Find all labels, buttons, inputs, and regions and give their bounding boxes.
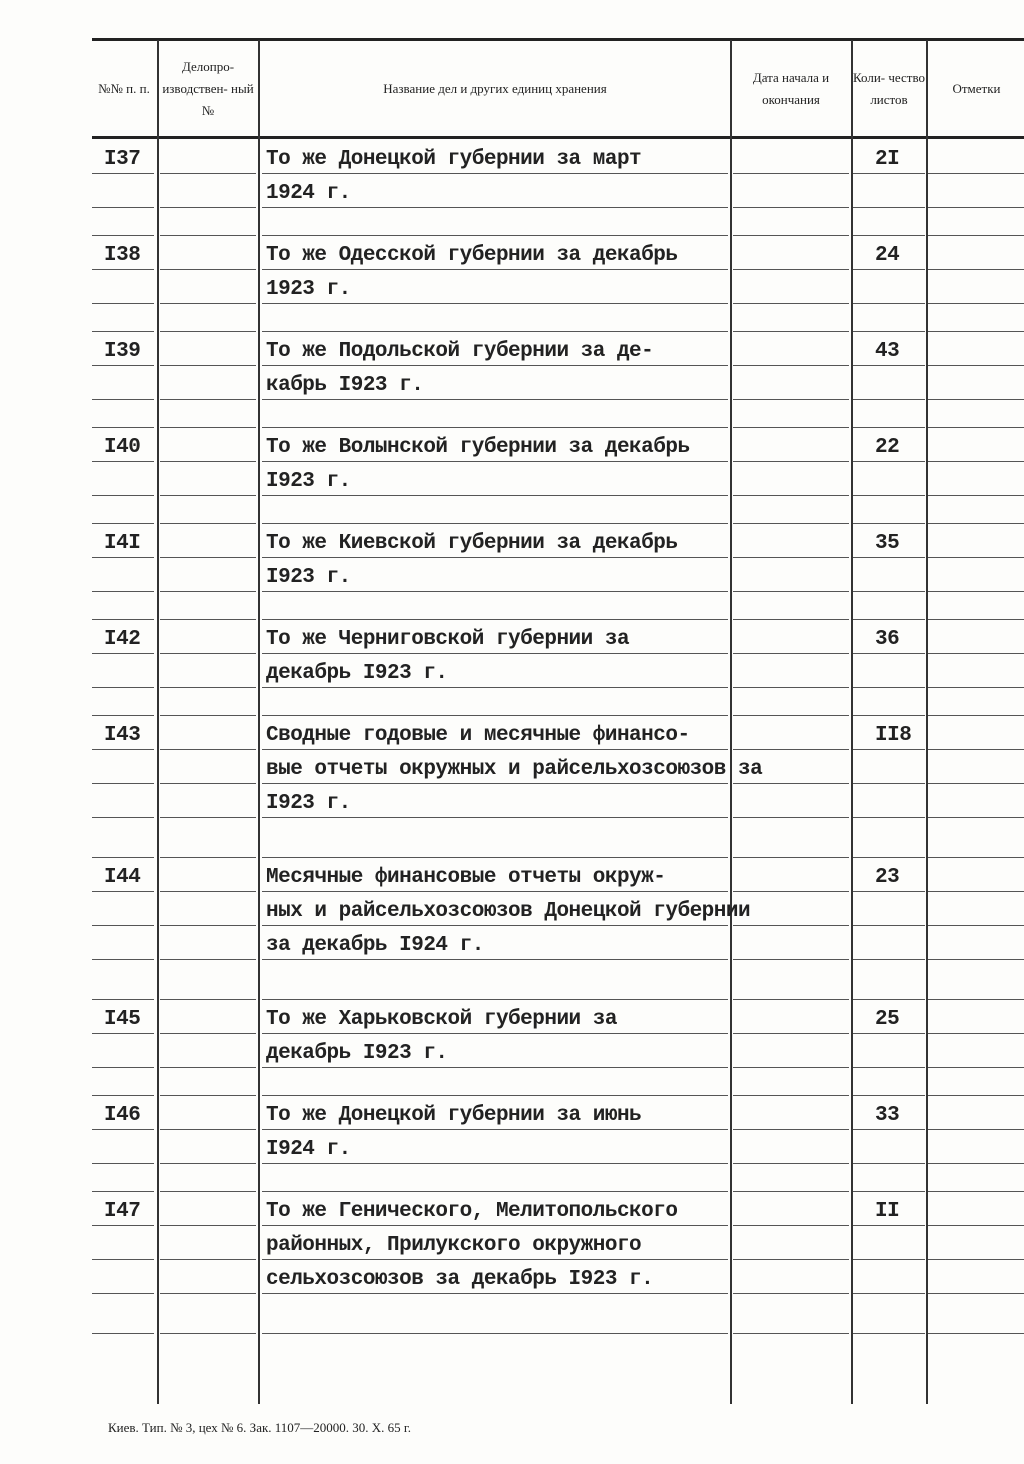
table-cell	[853, 236, 925, 270]
table-cell	[853, 174, 925, 208]
entry-title-line: То же Киевской губернии за декабрь	[266, 532, 678, 555]
table-cell	[928, 960, 1024, 1000]
table-row	[92, 140, 1024, 236]
table-cell	[262, 1192, 728, 1226]
printer-imprint: Киев. Тип. № 3, цех № 6. Зак. 1107—20000. 30. X. 65 г.	[108, 1420, 412, 1435]
table-cell	[853, 750, 925, 784]
table-cell	[160, 140, 256, 174]
entry-title-line: То же Харьковской губернии за	[266, 1008, 617, 1031]
table-cell	[92, 1130, 154, 1164]
table-cell	[92, 716, 154, 750]
table-cell	[160, 818, 256, 858]
table-cell	[853, 960, 925, 1000]
table-cell	[733, 1068, 849, 1096]
sheet-count: 36	[875, 628, 900, 651]
table-cell	[92, 366, 154, 400]
table-cell	[92, 592, 154, 620]
table-cell	[733, 620, 849, 654]
sheet-count: 35	[875, 532, 900, 555]
table-cell	[92, 1164, 154, 1192]
table-cell	[733, 1294, 849, 1334]
entry-title-line: декабрь I923 г.	[266, 662, 448, 685]
table-cell	[262, 750, 763, 784]
table-cell	[733, 716, 849, 750]
table-cell	[92, 926, 154, 960]
entry-title-line: То же Донецкой губернии за март	[266, 148, 642, 171]
table-cell	[733, 818, 849, 858]
table-cell	[928, 1294, 1024, 1334]
entry-title-line: I924 г.	[266, 1138, 351, 1161]
table-cell	[853, 1068, 925, 1096]
table-cell	[928, 592, 1024, 620]
table-cell	[733, 892, 849, 926]
table-cell	[160, 462, 256, 496]
table-cell	[262, 1096, 728, 1130]
table-cell	[262, 524, 728, 558]
entry-number: I43	[104, 724, 141, 747]
table-cell	[262, 270, 728, 304]
table-cell	[853, 1260, 925, 1294]
table-cell	[160, 858, 256, 892]
table-cell	[262, 174, 728, 208]
table-cell	[928, 236, 1024, 270]
table-cell	[928, 400, 1024, 428]
table-cell	[160, 750, 256, 784]
table-cell	[92, 236, 154, 270]
table-cell	[853, 428, 925, 462]
table-cell	[733, 1096, 849, 1130]
table-cell	[160, 332, 256, 366]
table-cell	[733, 1000, 849, 1034]
table-cell	[262, 428, 728, 462]
table-cell	[262, 496, 728, 524]
table-cell	[160, 270, 256, 304]
entry-number: I4I	[104, 532, 141, 555]
table-cell	[92, 818, 154, 858]
entry-title-line: Месячные финансовые отчеты окруж-	[266, 866, 666, 889]
table-cell	[853, 688, 925, 716]
table-cell	[928, 892, 1024, 926]
table-cell	[262, 688, 728, 716]
entry-title-line: То же Одесской губернии за декабрь	[266, 244, 678, 267]
ruled-line	[733, 1333, 849, 1334]
entry-title-line: декабрь I923 г.	[266, 1042, 448, 1065]
table-cell	[853, 270, 925, 304]
table-cell	[92, 304, 154, 332]
ruled-line	[928, 1333, 1024, 1334]
table-cell	[160, 208, 256, 236]
table-cell	[928, 750, 1024, 784]
ruled-line	[160, 1333, 256, 1334]
entry-title-line: кабрь I923 г.	[266, 374, 424, 397]
table-cell	[262, 858, 728, 892]
table-cell	[92, 1260, 154, 1294]
table-cell	[853, 208, 925, 236]
table-cell	[853, 462, 925, 496]
table-cell	[853, 304, 925, 332]
table-cell	[160, 1294, 256, 1334]
table-cell	[92, 1192, 154, 1226]
table-cell	[853, 332, 925, 366]
table-cell	[262, 462, 728, 496]
table-cell	[160, 524, 256, 558]
table-cell	[160, 1192, 256, 1226]
sheet-count: 33	[875, 1104, 900, 1127]
entry-title-line: сельхозсоюзов за декабрь I923 г.	[266, 1268, 654, 1291]
table-cell	[853, 1034, 925, 1068]
entry-title-line: вые отчеты окружных и райсельхозсоюзов за	[266, 758, 763, 781]
table-cell	[262, 1226, 728, 1260]
table-cell	[92, 174, 154, 208]
table-cell	[160, 428, 256, 462]
table-cell	[92, 208, 154, 236]
table-cell	[92, 270, 154, 304]
sheet-count: II	[875, 1200, 900, 1223]
table-cell	[928, 784, 1024, 818]
table-cell	[262, 716, 728, 750]
table-cell	[160, 236, 256, 270]
table-cell	[733, 654, 849, 688]
table-cell	[853, 858, 925, 892]
table-cell	[160, 1260, 256, 1294]
entry-title-line: I923 г.	[266, 792, 351, 815]
table-row	[92, 1000, 1024, 1096]
table-cell	[160, 1226, 256, 1260]
ruled-line	[92, 1333, 154, 1334]
entry-title-line: 1924 г.	[266, 182, 351, 205]
table-row	[92, 620, 1024, 716]
table-cell	[733, 1164, 849, 1192]
entry-number: I44	[104, 866, 141, 889]
table-cell	[928, 366, 1024, 400]
table-cell	[262, 1034, 728, 1068]
table-cell	[733, 304, 849, 332]
table-cell	[733, 1260, 849, 1294]
table-cell	[928, 688, 1024, 716]
entry-title-line: То же Волынской губернии за декабрь	[266, 436, 690, 459]
table-cell	[92, 140, 154, 174]
entry-title-line: То же Донецкой губернии за июнь	[266, 1104, 642, 1127]
table-cell	[92, 558, 154, 592]
table-cell	[92, 858, 154, 892]
table-cell	[262, 558, 728, 592]
entry-title-line: за декабрь I924 г.	[266, 934, 484, 957]
table-cell	[92, 1034, 154, 1068]
table-cell	[853, 1130, 925, 1164]
table-cell	[92, 496, 154, 524]
table-cell	[160, 784, 256, 818]
table-cell	[92, 1226, 154, 1260]
entry-title-line: 1923 г.	[266, 278, 351, 301]
table-cell	[160, 592, 256, 620]
table-cell	[262, 784, 728, 818]
table-cell	[853, 1164, 925, 1192]
table-cell	[262, 1294, 728, 1334]
table-cell	[733, 592, 849, 620]
table-cell	[733, 236, 849, 270]
table-cell	[92, 654, 154, 688]
entry-number: I42	[104, 628, 141, 651]
table-cell	[928, 140, 1024, 174]
table-cell	[928, 332, 1024, 366]
table-cell	[733, 750, 849, 784]
table-cell	[262, 926, 728, 960]
table-cell	[733, 462, 849, 496]
table-row	[92, 236, 1024, 332]
table-cell	[733, 688, 849, 716]
header-dates: Дата начала и окончания	[752, 70, 830, 107]
table-row	[92, 332, 1024, 428]
table-cell	[733, 208, 849, 236]
entry-number: I45	[104, 1008, 141, 1031]
table-cell	[928, 858, 1024, 892]
table-cell	[92, 524, 154, 558]
table-cell	[853, 400, 925, 428]
table-cell	[92, 400, 154, 428]
header-office-num: Делопро- изводствен- ный №	[162, 59, 254, 118]
table-cell	[733, 1226, 849, 1260]
sheet-count: 22	[875, 436, 900, 459]
table-cell	[262, 366, 728, 400]
table-row	[92, 428, 1024, 524]
table-cell	[928, 1192, 1024, 1226]
sheet-count: 24	[875, 244, 900, 267]
table-cell	[160, 496, 256, 524]
table-cell	[853, 784, 925, 818]
table-cell	[160, 688, 256, 716]
table-cell	[733, 366, 849, 400]
table-cell	[92, 428, 154, 462]
table-cell	[160, 174, 256, 208]
table-cell	[92, 892, 154, 926]
table-cell	[928, 428, 1024, 462]
table-cell	[853, 1294, 925, 1334]
entry-number: I38	[104, 244, 141, 267]
table-cell	[928, 654, 1024, 688]
table-row	[92, 1192, 1024, 1334]
table-cell	[92, 462, 154, 496]
entry-title-line: То же Подольской губернии за де-	[266, 340, 654, 363]
table-cell	[928, 208, 1024, 236]
table-cell	[853, 592, 925, 620]
entry-title-line: То же Черниговской губернии за	[266, 628, 630, 651]
table-cell	[262, 236, 728, 270]
table-cell	[262, 140, 728, 174]
table-cell	[853, 1226, 925, 1260]
entry-number: I39	[104, 340, 141, 363]
table-row	[92, 858, 1024, 1000]
table-cell	[928, 1096, 1024, 1130]
table-cell	[853, 524, 925, 558]
entry-title-line: I923 г.	[266, 470, 351, 493]
header-notes: Отметки	[952, 81, 1001, 96]
table-cell	[262, 960, 728, 1000]
table-cell	[160, 304, 256, 332]
table-cell	[160, 926, 256, 960]
table-cell	[262, 1260, 728, 1294]
table-cell	[853, 654, 925, 688]
table-cell	[853, 496, 925, 524]
entry-number: I40	[104, 436, 141, 459]
table-cell	[92, 332, 154, 366]
table-cell	[262, 654, 728, 688]
table-cell	[262, 1068, 728, 1096]
table-cell	[92, 620, 154, 654]
table-row	[92, 524, 1024, 620]
table-cell	[733, 960, 849, 1000]
header-title: Название дел и других единиц хранения	[383, 81, 607, 96]
table-cell	[928, 462, 1024, 496]
table-cell	[928, 1260, 1024, 1294]
table-cell	[92, 1068, 154, 1096]
table-cell	[262, 818, 728, 858]
ruled-line	[853, 1333, 925, 1334]
table-cell	[262, 332, 728, 366]
table-cell	[853, 1000, 925, 1034]
table-cell	[262, 304, 728, 332]
entry-title-line: районных, Прилукского окружного	[266, 1234, 642, 1257]
table-cell	[160, 960, 256, 1000]
table-cell	[928, 1130, 1024, 1164]
table-cell	[733, 174, 849, 208]
table-cell	[160, 654, 256, 688]
table-cell	[733, 400, 849, 428]
table-cell	[928, 304, 1024, 332]
table-cell	[160, 1034, 256, 1068]
table-cell	[160, 1000, 256, 1034]
sheet-count: 23	[875, 866, 900, 889]
table-cell	[262, 620, 728, 654]
table-row	[92, 1096, 1024, 1192]
table-cell	[92, 1096, 154, 1130]
table-cell	[733, 428, 849, 462]
table-cell	[160, 366, 256, 400]
table-cell	[928, 496, 1024, 524]
table-cell	[160, 1096, 256, 1130]
entry-number: I47	[104, 1200, 141, 1223]
table-cell	[733, 858, 849, 892]
entry-title-line: То же Генического, Мелитопольского	[266, 1200, 678, 1223]
table-cell	[160, 1068, 256, 1096]
entry-title-line: I923 г.	[266, 566, 351, 589]
table-cell	[262, 1000, 728, 1034]
table-cell	[853, 1096, 925, 1130]
table-cell	[928, 1034, 1024, 1068]
table-cell	[853, 1192, 925, 1226]
table-cell	[928, 818, 1024, 858]
table-cell	[928, 270, 1024, 304]
table-cell	[262, 1164, 728, 1192]
inventory-rows	[92, 140, 1024, 1334]
table-cell	[853, 620, 925, 654]
table-cell	[92, 688, 154, 716]
table-cell	[733, 1130, 849, 1164]
table-cell	[160, 892, 256, 926]
table-cell	[853, 716, 925, 750]
table-cell	[262, 400, 728, 428]
table-cell	[928, 558, 1024, 592]
table-cell	[853, 818, 925, 858]
table-cell	[92, 784, 154, 818]
table-cell	[733, 332, 849, 366]
table-cell	[928, 716, 1024, 750]
table-cell	[92, 1294, 154, 1334]
table-cell	[733, 558, 849, 592]
table-cell	[160, 1130, 256, 1164]
table-cell	[262, 892, 751, 926]
table-cell	[262, 592, 728, 620]
entry-number: I46	[104, 1104, 141, 1127]
table-cell	[928, 1226, 1024, 1260]
table-cell	[733, 926, 849, 960]
table-cell	[160, 400, 256, 428]
entry-number: I37	[104, 148, 141, 171]
table-cell	[92, 1000, 154, 1034]
table-cell	[733, 784, 849, 818]
table-cell	[928, 620, 1024, 654]
table-cell	[853, 558, 925, 592]
table-cell	[733, 524, 849, 558]
table-cell	[733, 496, 849, 524]
table-cell	[733, 1192, 849, 1226]
entry-title-line: Сводные годовые и месячные финансо-	[266, 724, 690, 747]
entry-title-line: ных и райсельхозсоюзов Донецкой губернии	[266, 900, 751, 923]
table-cell	[733, 140, 849, 174]
table-cell	[853, 140, 925, 174]
table-row	[92, 716, 1024, 858]
table-cell	[928, 524, 1024, 558]
header-num: №№ п. п.	[98, 81, 150, 96]
header-sheets: Коли- чество листов	[853, 70, 926, 107]
ruled-line	[262, 1333, 728, 1334]
table-cell	[733, 1034, 849, 1068]
table-cell	[928, 926, 1024, 960]
sheet-count: II8	[875, 724, 912, 747]
table-cell	[160, 558, 256, 592]
table-cell	[160, 1164, 256, 1192]
table-cell	[262, 1130, 728, 1164]
table-cell	[262, 208, 728, 236]
table-cell	[160, 620, 256, 654]
table-cell	[928, 1068, 1024, 1096]
table-cell	[92, 750, 154, 784]
table-cell	[928, 174, 1024, 208]
table-cell	[853, 366, 925, 400]
table-cell	[928, 1164, 1024, 1192]
table-cell	[92, 960, 154, 1000]
table-cell	[928, 1000, 1024, 1034]
header-bottom-rule	[92, 136, 1024, 139]
table-cell	[853, 892, 925, 926]
sheet-count: 25	[875, 1008, 900, 1031]
table-cell	[160, 716, 256, 750]
table-cell	[853, 926, 925, 960]
table-top-rule	[92, 38, 1024, 41]
sheet-count: 2I	[875, 148, 900, 171]
sheet-count: 43	[875, 340, 900, 363]
table-cell	[733, 270, 849, 304]
